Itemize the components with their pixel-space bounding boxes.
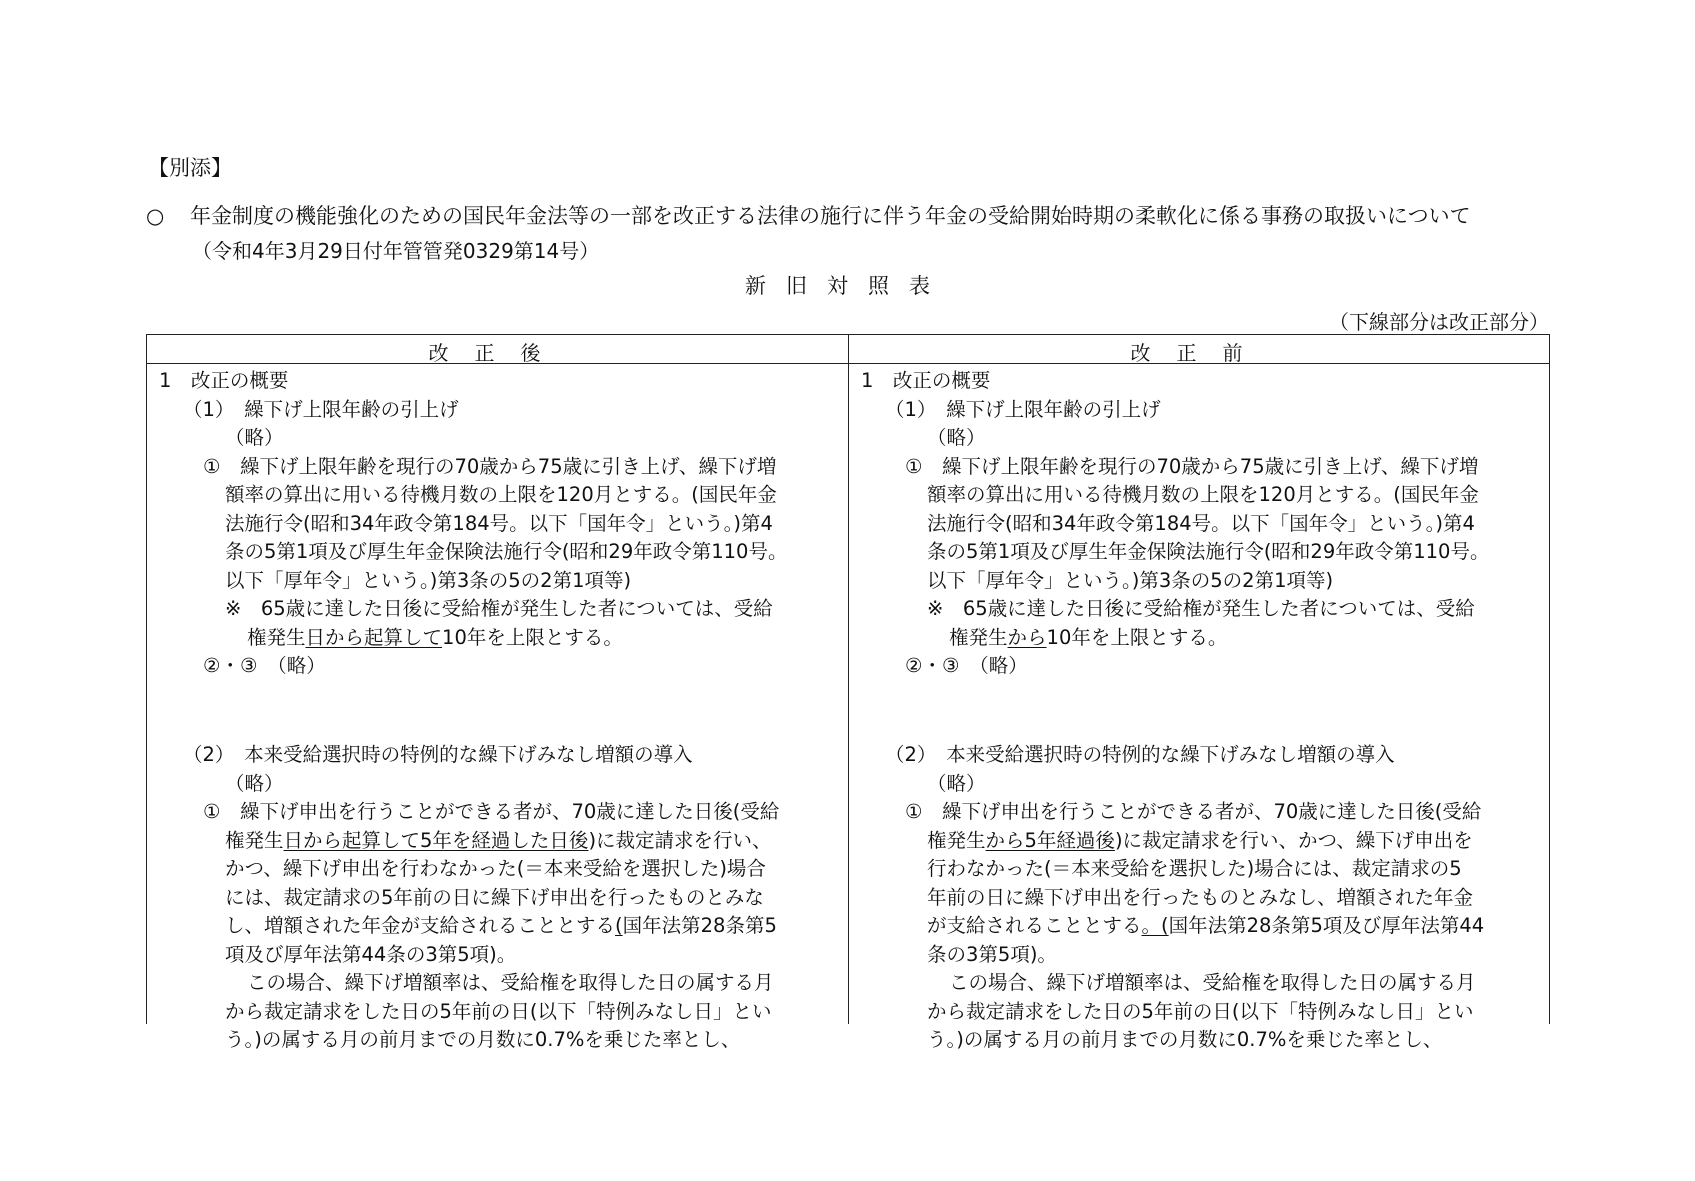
paragraph-line: 条の3第5項)。 xyxy=(927,942,1057,966)
paragraph-line: 項及び厚年法第44条の3第5項)。 xyxy=(225,942,517,966)
column-divider xyxy=(848,335,849,1024)
section-heading: 1 改正の概要 xyxy=(861,369,991,392)
paragraph-line: 権発生から5年経過後)に裁定請求を行い、かつ、繰下げ申出を xyxy=(927,828,1473,852)
paragraph-line: 額率の算出に用いる待機月数の上限を120月とする。(国民年金 xyxy=(927,483,1479,506)
paragraph-line: 額率の算出に用いる待機月数の上限を120月とする。(国民年金 xyxy=(225,483,777,506)
amended-text: 日から起算して xyxy=(305,625,443,649)
paragraph-line: 以下「厚年令」という。)第3条の5の2第1項等) xyxy=(927,568,1334,592)
notice-reference: （令和4年3月29日付年管管発0329第14号） xyxy=(192,239,600,263)
new-column xyxy=(159,367,839,1055)
note-line: 権発生から10年を上限とする。 xyxy=(949,625,1228,649)
amended-text: から xyxy=(1007,625,1047,649)
paragraph-line: には、裁定請求の5年前の日に繰下げ申出を行ったものとみな xyxy=(225,885,764,909)
underline-note: （下線部分は改正部分） xyxy=(1329,310,1549,334)
section-heading: 1 改正の概要 xyxy=(159,369,289,392)
old-column xyxy=(861,367,1541,1055)
omitted-text: （略） xyxy=(927,426,986,449)
note-line: ※ 65歳に達した日後に受給権が発生した者については、受給 xyxy=(927,597,1475,620)
paragraph-line: ① 繰下げ申出を行うことができる者が、70歳に達した日後(受給 xyxy=(203,800,780,823)
omitted-text: （略） xyxy=(927,771,986,795)
subsection-heading: （1） 繰下げ上限年齢の引上げ xyxy=(183,397,459,421)
amended-text: ( xyxy=(615,914,623,937)
comparison-table xyxy=(146,334,1550,1051)
paragraph-line: から裁定請求をした日の5年前の日(以下「特例みなし日」とい xyxy=(225,999,772,1023)
note-line: 権発生日から起算して10年を上限とする。 xyxy=(247,625,623,649)
paragraph-line: が支給されることとする。(国年法第28条第5項及び厚年法第44 xyxy=(927,914,1485,937)
paragraph-line: かつ、繰下げ申出を行わなかった(＝本来受給を選択した)場合 xyxy=(225,857,766,880)
note-line: ※ 65歳に達した日後に受給権が発生した者については、受給 xyxy=(225,597,773,620)
bullet-circle: ○ xyxy=(146,204,165,228)
paragraph-line: ① 繰下げ上限年齢を現行の70歳から75歳に引き上げ、繰下げ増 xyxy=(203,454,777,478)
omitted-items: ②・③ （略） xyxy=(203,654,326,677)
omitted-items: ②・③ （略） xyxy=(905,654,1028,677)
document-title: 年金制度の機能強化のための国民年金法等の一部を改正する法律の施行に伴う年金の受給開始時期の柔軟化に係る事務の取扱いについて xyxy=(190,204,1471,228)
paragraph-line: ① 繰下げ申出を行うことができる者が、70歳に達した日後(受給 xyxy=(905,800,1482,823)
omitted-text: （略） xyxy=(225,771,284,795)
paragraph-line: この場合、繰下げ増額率は、受給権を取得した日の属する月 xyxy=(247,971,774,994)
paragraph-line: う。)の属する月の前月までの月数に0.7%を乗じた率とし、 xyxy=(927,1028,1443,1051)
paragraph-line: 法施行令(昭和34年政令第184号。以下「国年令」という。)第4 xyxy=(927,511,1475,535)
paragraph-line: 権発生日から起算して5年を経過した日後)に裁定請求を行い、 xyxy=(225,828,772,852)
old-column-header: 改正前 xyxy=(1130,341,1269,365)
new-column-header: 改正後 xyxy=(428,341,567,365)
paragraph-line: この場合、繰下げ増額率は、受給権を取得した日の属する月 xyxy=(949,971,1476,994)
subsection-heading: （2） 本来受給選択時の特例的な繰下げみなし増額の導入 xyxy=(183,743,693,766)
subsection-heading: （2） 本来受給選択時の特例的な繰下げみなし増額の導入 xyxy=(885,743,1395,766)
amended-text: 。( xyxy=(1141,914,1169,937)
paragraph-line: から裁定請求をした日の5年前の日(以下「特例みなし日」とい xyxy=(927,999,1474,1023)
paragraph-line: 以下「厚年令」という。)第3条の5の2第1項等) xyxy=(225,568,632,592)
paragraph-line: 行わなかった(＝本来受給を選択した)場合には、裁定請求の5 xyxy=(927,857,1462,880)
document-heading xyxy=(146,200,1558,230)
subsection-heading: （1） 繰下げ上限年齢の引上げ xyxy=(885,397,1161,421)
paragraph-line: 法施行令(昭和34年政令第184号。以下「国年令」という。)第4 xyxy=(225,511,773,535)
paragraph-line: 条の5第1項及び厚生年金保険法施行令(昭和29年政令第110号。 xyxy=(927,540,1490,563)
omitted-text: （略） xyxy=(225,426,284,449)
amended-text: 日から起算して5年を経過した日後 xyxy=(283,828,589,852)
paragraph-line: 年前の日に繰下げ申出を行ったものとみなし、増額された年金 xyxy=(927,885,1474,909)
paragraph-line: し、増額された年金が支給されることとする(国年法第28条第5 xyxy=(225,914,777,937)
paragraph-line: 条の5第1項及び厚生年金保険法施行令(昭和29年政令第110号。 xyxy=(225,540,788,563)
attachment-label: 【別添】 xyxy=(148,156,232,180)
paragraph-line: う。)の属する月の前月までの月数に0.7%を乗じた率とし、 xyxy=(225,1028,741,1051)
amended-text: から5年経過後 xyxy=(985,828,1115,852)
paragraph-line: ① 繰下げ上限年齢を現行の70歳から75歳に引き上げ、繰下げ増 xyxy=(905,454,1479,478)
table-title: 新旧対照表 xyxy=(745,274,950,298)
